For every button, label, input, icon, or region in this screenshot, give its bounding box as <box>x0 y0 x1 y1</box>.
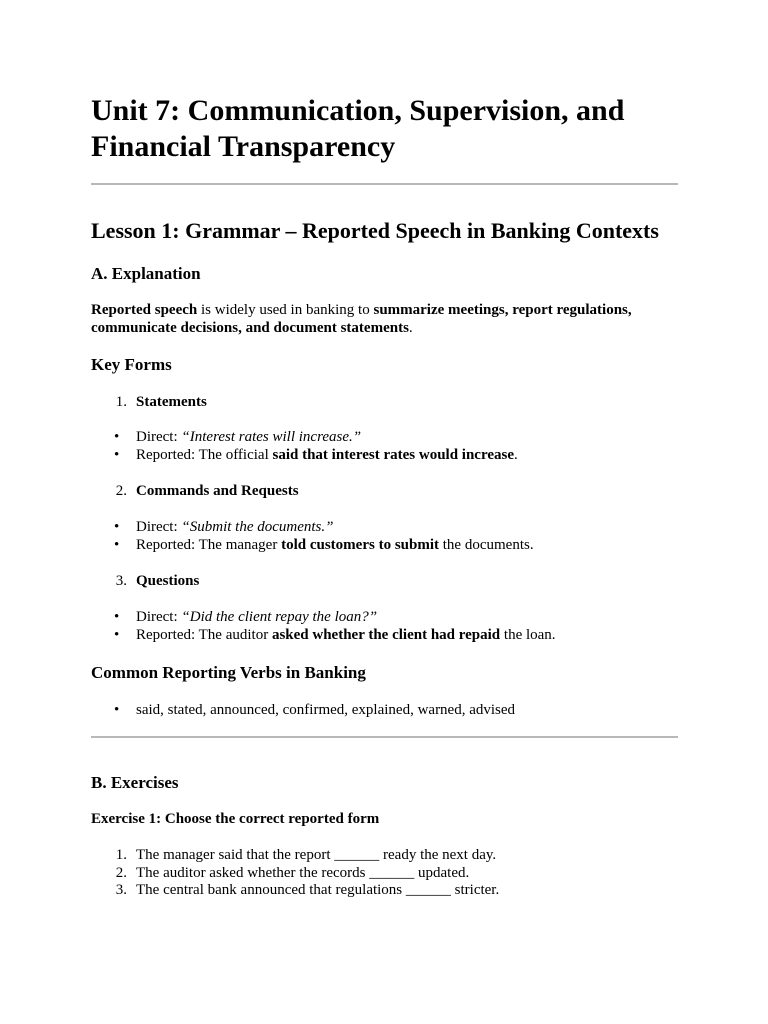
bullet-direct <box>91 518 678 536</box>
exercise-item <box>91 846 678 864</box>
reported-label: Reported: The auditor <box>136 627 272 643</box>
exercise-text: The central bank announced that regulations ______ stricter. <box>136 882 500 898</box>
reporting-verbs-heading: Common Reporting Verbs in Banking <box>91 663 366 682</box>
bullet-dot: • <box>114 627 120 643</box>
reported-phrase: said that interest rates would increase <box>272 447 515 463</box>
direct-quote: “Interest rates will increase.” <box>181 429 362 445</box>
form-label: Commands and Requests <box>136 483 299 499</box>
form-item-commands <box>91 482 678 500</box>
intro-purposes: summarize meetings, report regulations, communicate decisions, and document statements <box>91 302 632 336</box>
exercises-heading: B. Exercises <box>91 773 179 792</box>
form-item-questions <box>91 572 678 590</box>
divider-top <box>91 183 678 185</box>
bullet-dot: • <box>114 609 120 625</box>
reported-label: Reported: The official <box>136 447 273 463</box>
bullet-reported <box>91 536 678 554</box>
bullet-verbs <box>91 701 678 719</box>
exercise-number: 3. <box>115 882 127 898</box>
direct-label: Direct: <box>136 609 182 625</box>
bullet-dot: • <box>114 537 120 553</box>
bullet-reported <box>91 446 678 464</box>
intro-mid: is widely used in banking to <box>197 302 374 318</box>
reported-phrase: told customers to submit <box>281 537 440 553</box>
form-label: Statements <box>136 394 207 410</box>
verbs-list: said, stated, announced, confirmed, explained, warned, advised <box>136 702 516 718</box>
direct-quote: “Did the client repay the loan?” <box>181 609 378 625</box>
exercise-item <box>91 881 678 899</box>
direct-quote: “Submit the documents.” <box>181 519 334 535</box>
key-forms-heading: Key Forms <box>91 355 172 374</box>
form-item-statements <box>91 393 678 411</box>
bullet-direct <box>91 428 678 446</box>
exercise-item <box>91 864 678 882</box>
lesson-heading: Lesson 1: Grammar – Reported Speech in Banking Contexts <box>91 218 659 243</box>
bullet-dot: • <box>114 519 120 535</box>
exercise-1-heading: Exercise 1: Choose the correct reported form <box>91 811 380 827</box>
page-title: Unit 7: Communication, Supervision, and Financial Transparency <box>91 94 625 163</box>
divider-middle <box>91 736 678 738</box>
form-number: 1. <box>115 394 127 410</box>
reported-end: . <box>514 447 518 463</box>
exercise-number: 1. <box>115 847 127 863</box>
explanation-paragraph <box>91 301 678 337</box>
form-number: 2. <box>115 483 127 499</box>
reported-phrase: asked whether the client had repaid <box>271 627 501 643</box>
direct-label: Direct: <box>136 429 182 445</box>
bullet-reported <box>91 626 678 644</box>
bullet-direct <box>91 608 678 626</box>
bullet-dot: • <box>114 702 120 718</box>
bullet-dot: • <box>114 447 120 463</box>
reported-end: the documents. <box>439 537 534 553</box>
exercise-text: The auditor asked whether the records ______ updated. <box>136 865 470 881</box>
exercise-text: The manager said that the report ______ ready the next day. <box>136 847 497 863</box>
intro-end: . <box>408 320 413 336</box>
reported-end: the loan. <box>500 627 556 643</box>
form-number: 3. <box>115 573 127 589</box>
direct-label: Direct: <box>136 519 182 535</box>
intro-term: Reported speech <box>91 302 198 318</box>
reported-label: Reported: The manager <box>136 537 282 553</box>
exercise-number: 2. <box>115 865 127 881</box>
bullet-dot: • <box>114 429 120 445</box>
form-label: Questions <box>136 573 200 589</box>
explanation-heading: A. Explanation <box>91 264 201 283</box>
